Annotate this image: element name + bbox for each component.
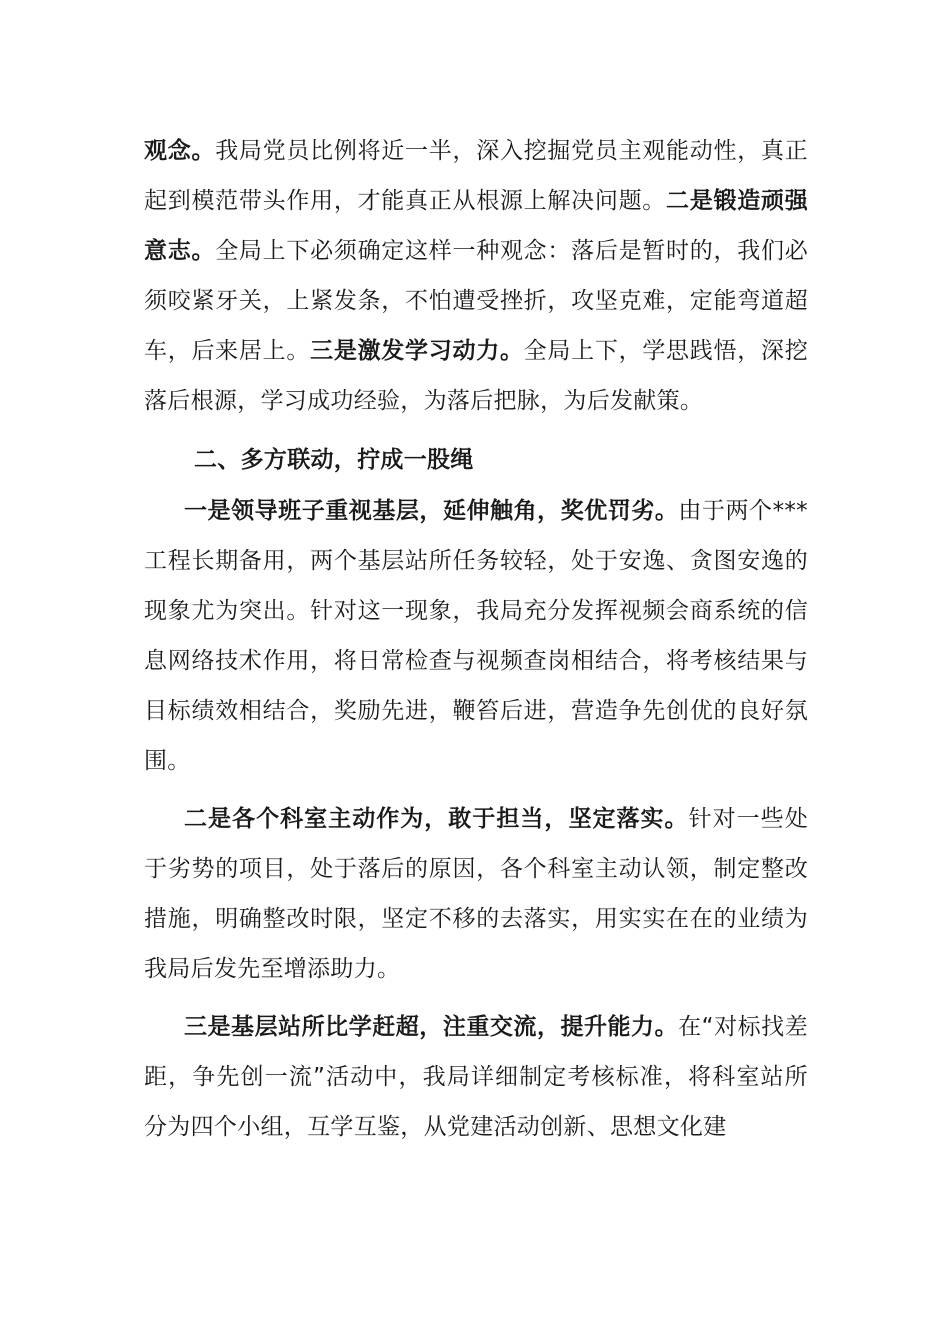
bold-phrase: 二是各个科室主动作为，敢于担当，坚定落实。 <box>184 806 689 832</box>
paragraph-text: 全局上下，学思践悟，深挖落后根源，学习成功经验，为落后把脉，为后发献策。 <box>144 338 808 414</box>
section-heading: 二、多方联动，拧成一股绳 <box>194 447 474 473</box>
bold-phrase: 三是激发学习动力。 <box>310 338 524 364</box>
paragraph-text: 在“对标找差距，争先创一流”活动中，我局详细制定考核标准，将科室站所分为四个小组，互学互鉴，从党建活动创新、思想文化建 <box>144 1014 808 1140</box>
paragraph-text: 由于两个***工程长期备用，两个基层站所任务较轻，处于安逸、贪图安逸的现象尤为突出。针对这一现象，我局充分发挥视频会商系统的信息网络技术作用，将日常检查与视频查岗相结合，将考核结果与目标绩效相结合，奖励先进，鞭笞后进，营造争先创优的良好氛围。 <box>144 498 808 774</box>
bold-phrase: 三是基层站所比学赶超，注重交流，提升能力。 <box>184 1014 679 1040</box>
paragraph-departments <box>144 794 808 994</box>
bold-phrase: 一是领导班子重视基层，延伸触角，奖优罚劣。 <box>184 498 679 524</box>
paragraph-grassroots <box>144 1002 808 1152</box>
paragraph-continuation <box>144 126 808 426</box>
bold-phrase: 二是锻造顽强意志。 <box>144 188 808 264</box>
paragraph-spacer <box>144 994 808 1002</box>
paragraph-text: 全局上下必须确定这样一种观念：落后是暂时的，我们必须咬紧牙关，上紧发条，不怕遭受挫折，攻坚克难，定能弯道超车，后来居上。 <box>144 238 809 364</box>
document-body <box>144 126 808 1152</box>
paragraph-spacer <box>144 786 808 794</box>
paragraph-text: 针对一些处于劣势的项目，处于落后的原因，各个科室主动认领，制定整改措施，明确整改时限，坚定不移的去落实，用实实在在的业绩为我局后发先至增添助力。 <box>144 806 808 982</box>
bold-phrase: 观念。 <box>144 138 216 164</box>
paragraph-text: 我局党员比例将近一半，深入挖掘党员主观能动性，真正起到模范带头作用，才能真正从根源上解决问题。 <box>144 138 809 214</box>
paragraph-leadership <box>144 486 808 786</box>
